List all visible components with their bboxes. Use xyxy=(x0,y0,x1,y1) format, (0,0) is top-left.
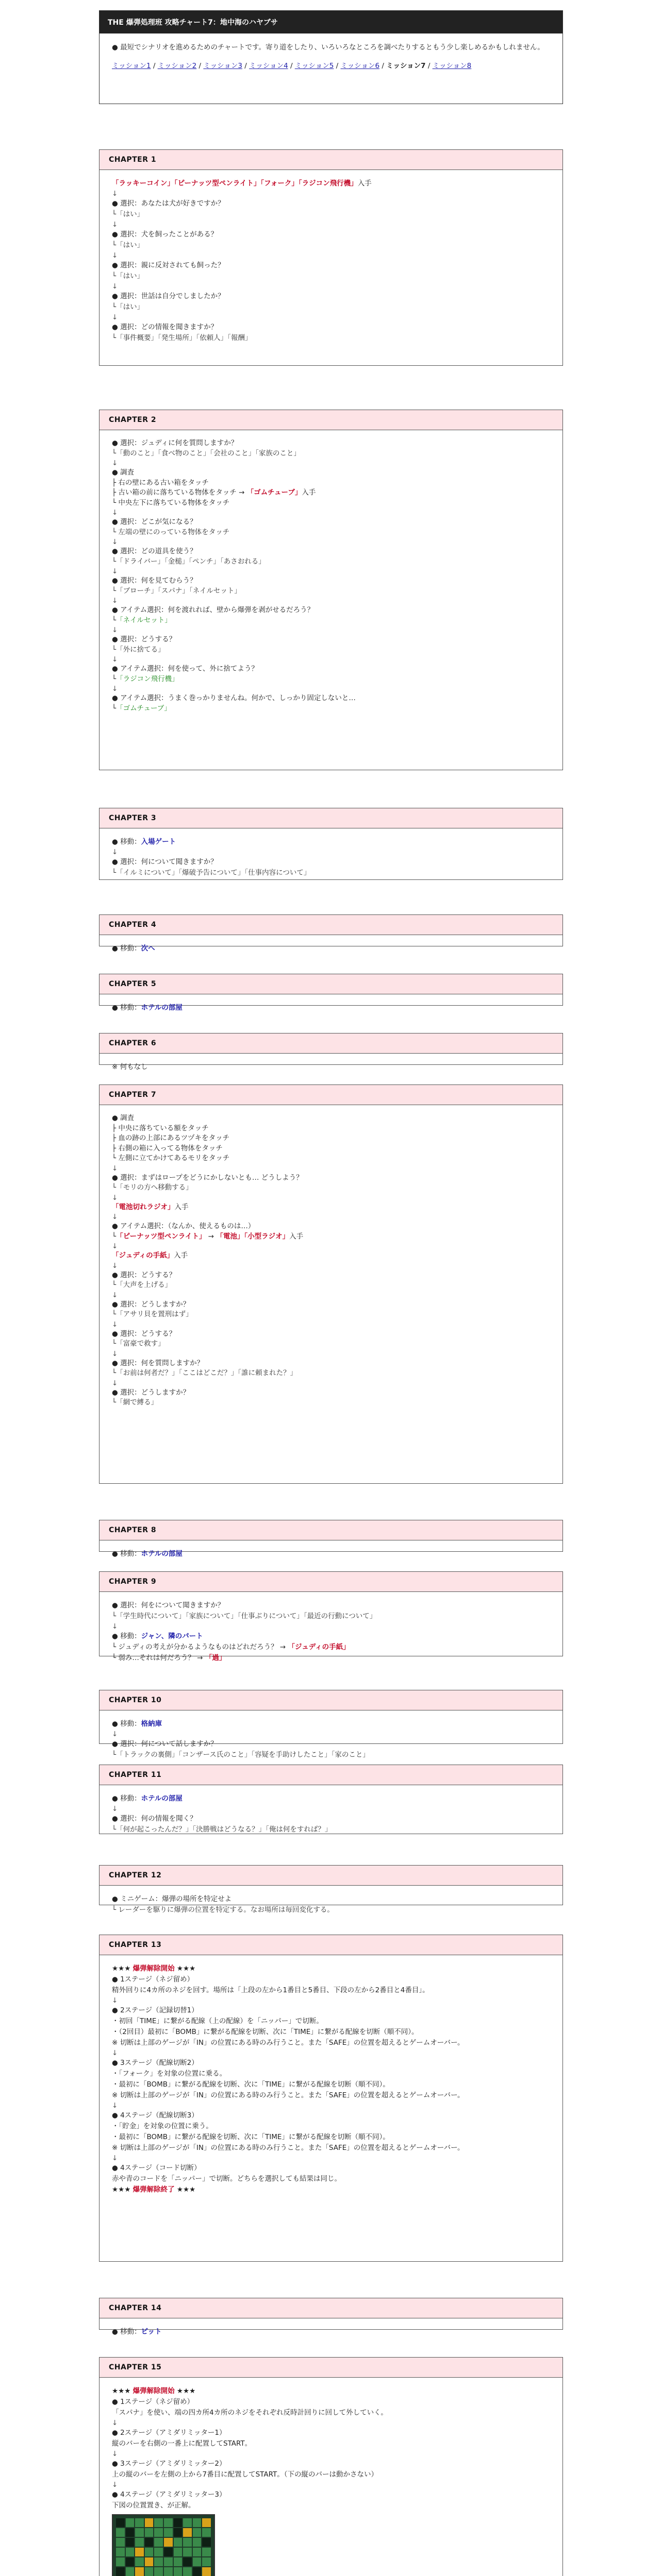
chapter-9-section xyxy=(99,1571,563,1662)
chapter-11-section xyxy=(99,1765,563,1834)
chapter-7-line: └「網で縛る」 xyxy=(112,1398,158,1406)
chapter-13-line: ● 4ステージ（コード切断） xyxy=(112,2164,201,2172)
chapter-heading: CHAPTER 5 xyxy=(100,974,562,994)
chapter-6-line: ※ 何もなし xyxy=(112,1063,148,1071)
chapter-heading: CHAPTER 11 xyxy=(100,1765,562,1785)
title-panel xyxy=(99,10,563,104)
chapter-13-line: ・「貯金」を対象の位置に乗う。 xyxy=(112,2122,213,2130)
chapter-2-line: ● 選択：何を見てむらう？ xyxy=(112,577,197,585)
chapter-2-line: └「ラジコン飛行機」 xyxy=(112,674,179,683)
solution-image xyxy=(112,2514,215,2576)
chapter-3-line: ● 選択：何について聞きますか？ xyxy=(112,858,218,866)
chapter-13-line: ・初回「TIME」に繋がる配線（上の配線）を「ニッパー」で切断。 xyxy=(112,2017,323,2025)
chapter-13-line: ★★★ 爆弾解除終了 ★★★ xyxy=(112,2185,196,2194)
chapter-2-line: ├ 右の壁にある古い箱をタッチ xyxy=(112,478,209,487)
arrow-icon: ↓ xyxy=(112,1242,118,1250)
chapter-7-line: ● アイテム選択：（なんか、使えるものは…） xyxy=(112,1222,255,1230)
chapter-12-section xyxy=(99,1865,563,1914)
chapter-heading: CHAPTER 13 xyxy=(100,1935,562,1955)
chapter-12-line: └ レーダーを駆りに爆弾の位置を特定する。なお場所は毎回変化する。 xyxy=(112,1906,334,1914)
chapter-2-line: ● 選択：どの道具を使う？ xyxy=(112,547,197,555)
chapter-10-line: ● 選択：何について話しますか？ xyxy=(112,1740,218,1748)
arrow-icon: ↓ xyxy=(112,221,118,229)
chapter-13-line: 赤や青のコードを「ニッパー」で切断。どちらを選択しても結果は同じ。 xyxy=(112,2175,341,2183)
mission-link-1[interactable]: ミッション1 xyxy=(112,62,151,70)
chapter-7-line: ● 選択：どうしますか？ xyxy=(112,1388,190,1397)
chapter-13-line: ※ 切断は上部のゲージが「IN」の位置にある時のみ行うこと。また「SAFE」の位置を超えるとゲームオーバー。 xyxy=(112,2039,465,2047)
arrow-icon: ↓ xyxy=(112,848,118,856)
chapter-7-line: └「富豪で救す」 xyxy=(112,1340,165,1348)
chapter-body xyxy=(100,1955,562,2202)
chapter-2-line: ● 調査 xyxy=(112,468,135,477)
chapter-15-line: 上の縦のバーを左側の上から7番目に配置してSTART。（下の縦のバーは動かさない） xyxy=(112,2470,378,2479)
arrow-icon: ↓ xyxy=(112,2154,118,2162)
chapter-body xyxy=(100,1054,562,1080)
chapter-body xyxy=(100,935,562,961)
chapter-7-line: ├ 中央に落ちている額をタッチ xyxy=(112,1124,209,1132)
chapter-10-line: └「トラックの裏側」「コンザース氏のこと」「容疑を手助けしたこと」「家のこと」 xyxy=(112,1751,370,1759)
chapter-2-line: └ 中央左下に落ちている物体をタッチ xyxy=(112,498,230,507)
chapter-9-line: └「学生時代について」「家族について」「仕事ぶりについて」「最近の行動について」 xyxy=(112,1612,377,1620)
chapter-1-line: └「はい」 xyxy=(112,241,144,249)
chapter-body xyxy=(100,170,562,351)
chapter-2-line: └「ゴムチューブ」 xyxy=(112,704,171,713)
chapter-7-line: └「モリの方へ移動する」 xyxy=(112,1183,193,1192)
arrow-icon: ↓ xyxy=(112,2419,118,2427)
arrow-icon: ↓ xyxy=(112,2049,118,2057)
chapter-1-line: 「ラッキーコイン」「ピーナッツ型ペンライト」「フォーク」「ラジコン飛行機」入手 xyxy=(112,179,372,188)
chapter-14-section xyxy=(99,2298,563,2336)
arrow-icon: ↓ xyxy=(112,685,118,693)
chapter-2-line: ● 選択：どうする？ xyxy=(112,635,176,643)
chapter-3-line: ● 移動：入場ゲート xyxy=(112,838,176,846)
chapter-15-line: ● 4ステージ（アミダリミッター3） xyxy=(112,2490,226,2499)
chapter-1-line: └「はい」 xyxy=(112,210,144,218)
chapter-15-line xyxy=(112,2511,550,2576)
chapter-heading: CHAPTER 4 xyxy=(100,915,562,935)
chapter-7-line: └「アサリ貝を置刑はず」 xyxy=(112,1310,193,1318)
chapter-6-section xyxy=(99,1033,563,1071)
chapter-15-line: 縦のバーを右側の一番上に配置してSTART。 xyxy=(112,2439,252,2448)
chapter-body xyxy=(100,2378,562,2576)
chapter-13-line: ● 3ステージ（配線切断2） xyxy=(112,2059,198,2067)
chapter-7-line: └「ピーナッツ型ペンライト」 → 「電池」「小型ラジオ」入手 xyxy=(112,1232,304,1241)
chapter-3-line: └「イルミについて」「爆破予告について」「仕事内容について」 xyxy=(112,869,311,877)
chapter-13-line: ・最初に「BOMB」に繋がる配線を切断、次に「TIME」に繋がる配線を切断（順不同）。 xyxy=(112,2080,390,2089)
chapter-body xyxy=(100,828,562,886)
chapter-8-line: ● 移動：ホテルの部屋 xyxy=(112,1550,183,1558)
mission-link-4[interactable]: ミッション4 xyxy=(249,62,288,70)
arrow-icon: ↓ xyxy=(112,655,118,664)
chapter-13-section xyxy=(99,1935,563,2262)
chapter-body xyxy=(100,1785,562,1842)
arrow-icon: ↓ xyxy=(112,1164,118,1173)
chapter-body xyxy=(100,1710,562,1768)
arrow-icon: ↓ xyxy=(112,1261,118,1270)
chapter-9-line: └ 弱み…それは何だろう？ → 「過」 xyxy=(112,1654,226,1662)
chapter-4-line: ● 移動：次へ xyxy=(112,944,155,953)
arrow-icon: ↓ xyxy=(112,1622,118,1631)
chapter-8-section xyxy=(99,1520,563,1558)
arrow-icon: ↓ xyxy=(112,1320,118,1329)
chapter-11-line: ● 選択：何の情報を聞く？ xyxy=(112,1815,197,1823)
chapter-7-line: ● 選択：何を質問しますか？ xyxy=(112,1359,204,1367)
chapter-15-line: 「スパナ」を使い、端の四カ所4カ所のネジをそれぞれ反時計回りに回して外していく。 xyxy=(112,2409,388,2417)
chapter-heading: CHAPTER 2 xyxy=(100,410,562,430)
mission-link-2[interactable]: ミッション2 xyxy=(157,62,197,70)
chapter-body xyxy=(100,1105,562,1415)
chapter-7-line: └「お前は何者だ？」「ここはどこだ？」「誰に頼まれた？」 xyxy=(112,1369,297,1377)
arrow-icon: ↓ xyxy=(112,1379,118,1387)
chapter-13-line: ● 1ステージ（ネジ留め） xyxy=(112,1975,194,1984)
mission-nav: ミッション1 / ミッション2 / ミッション3 / ミッション4 / ミッション5 / ミッション6 / ミッション7 / ミッション8 xyxy=(112,62,472,70)
intro-text: ● 最短でシナリオを進めるためのチャートです。寄り道をしたり、いろいろなところを調べたりするともう少し楽しめるかもしれません。 xyxy=(112,43,544,52)
chapter-15-line: ★★★ 爆弾解除開始 ★★★ xyxy=(112,2387,196,2395)
chapter-1-section xyxy=(99,149,563,366)
chapter-2-line: └「動のこと」「食べ物のこと」「会社のこと」「家族のこと」 xyxy=(112,449,301,457)
chapter-1-line: ● 選択：あなたは犬が好きですか？ xyxy=(112,199,225,208)
chapter-2-line: ● アイテム選択：うまく巻っかりませんね。何かで、しっかり固定しないと… xyxy=(112,694,356,702)
chapter-heading: CHAPTER 1 xyxy=(100,150,562,170)
chapter-heading: CHAPTER 15 xyxy=(100,2358,562,2378)
chapter-13-line: ● 4ステージ（配線切断3） xyxy=(112,2111,198,2120)
chapter-7-line: ● 選択：どうしますか？ xyxy=(112,1300,190,1309)
arrow-icon: ↓ xyxy=(112,251,118,260)
chapter-13-line: ※ 切断は上部のゲージが「IN」の位置にある時のみ行うこと。また「SAFE」の位置を超えるとゲームオーバー。 xyxy=(112,2091,465,2099)
page-title: THE 爆弾処理班 攻略チャート7：地中海のハヤブサ xyxy=(100,11,562,33)
arrow-icon: ↓ xyxy=(112,1193,118,1202)
arrow-icon: ↓ xyxy=(112,626,118,634)
chapter-13-line: ● 2ステージ（記録切替1） xyxy=(112,2006,198,2014)
arrow-icon: ↓ xyxy=(112,459,118,467)
chapter-1-line: ● 選択：親に反対されても飼った？ xyxy=(112,261,225,269)
chapter-2-line: └「ネイルセット」 xyxy=(112,616,172,624)
chapter-heading: CHAPTER 12 xyxy=(100,1866,562,1886)
mission-link-5[interactable]: ミッション5 xyxy=(294,62,334,70)
mission-link-3[interactable]: ミッション3 xyxy=(203,62,242,70)
chapter-heading: CHAPTER 8 xyxy=(100,1520,562,1540)
chapter-4-section xyxy=(99,914,563,953)
chapter-5-section xyxy=(99,974,563,1012)
chapter-body xyxy=(100,994,562,1021)
chapter-7-line: ├ 血の跡の上部にあるツヅキをタッチ xyxy=(112,1134,230,1142)
chapter-body xyxy=(100,1886,562,1923)
mission-link-6[interactable]: ミッション6 xyxy=(340,62,380,70)
chapter-15-line: 下図の位置置き、が正解。 xyxy=(112,2501,195,2510)
chapter-7-line: ├ 右側の箱に入ってる物体をタッチ xyxy=(112,1144,223,1153)
mission-link-8[interactable]: ミッション8 xyxy=(432,62,472,70)
chapter-13-line: ★★★ 爆弾解除開始 ★★★ xyxy=(112,1964,196,1973)
chapter-2-line: ├ 古い箱の前に落ちている物体をタッチ → 「ゴムチューブ」入手 xyxy=(112,488,316,497)
chapter-14-line: ● 移動：ピット xyxy=(112,2328,162,2336)
chapter-heading: CHAPTER 14 xyxy=(100,2298,562,2318)
chapter-1-line: └「はい」 xyxy=(112,272,144,280)
chapter-7-section xyxy=(99,1084,563,1484)
arrow-icon: ↓ xyxy=(112,282,118,291)
chapter-13-line: 精外回りに4カ所のネジを回す。場所は「上段の左から1番目と5番目、下段の左から2番目と4番目」。 xyxy=(112,1986,429,1994)
chapter-heading: CHAPTER 7 xyxy=(100,1085,562,1105)
arrow-icon: ↓ xyxy=(112,1213,118,1221)
chapter-heading: CHAPTER 6 xyxy=(100,1033,562,1054)
chapter-7-line: 「ジュディの手紙」入手 xyxy=(112,1251,188,1260)
arrow-icon: ↓ xyxy=(112,1805,118,1813)
arrow-icon: ↓ xyxy=(112,2450,118,2458)
chapter-7-line: ● 選択：まずはロープをどうにかしないとも… どうしよう？ xyxy=(112,1173,303,1182)
chapter-body xyxy=(100,2318,562,2345)
arrow-icon: ↓ xyxy=(112,1996,118,2005)
chapter-15-line: ● 2ステージ（アミダリミッター1） xyxy=(112,2429,226,2437)
arrow-icon: ↓ xyxy=(112,190,118,198)
chapter-7-line: ● 選択：どうする？ xyxy=(112,1270,176,1279)
chapter-3-section xyxy=(99,808,563,880)
arrow-icon: ↓ xyxy=(112,2481,118,2489)
mission-link-7: ミッション7 xyxy=(386,62,426,70)
arrow-icon: ↓ xyxy=(112,567,118,575)
arrow-icon: ↓ xyxy=(112,1291,118,1299)
arrow-icon: ↓ xyxy=(112,509,118,517)
chapter-15-line: ● 1ステージ（ネジ留め） xyxy=(112,2398,194,2406)
chapter-2-line: └ 左端の壁にのっている物体をタッチ xyxy=(112,528,230,536)
chapter-15-section xyxy=(99,2357,563,2576)
chapter-heading: CHAPTER 9 xyxy=(100,1572,562,1592)
arrow-icon: ↓ xyxy=(112,1730,118,1738)
chapter-5-line: ● 移動：ホテルの部屋 xyxy=(112,1004,183,1012)
arrow-icon: ↓ xyxy=(112,313,118,321)
chapter-11-line: └「何が起こったんだ？」「決勝戦はどうなる？」「俺は何をすれば？」 xyxy=(112,1825,332,1834)
chapter-13-line: ・「フォーク」を対象の位置に乗る。 xyxy=(112,2070,227,2078)
chapter-13-line: ・最初に「BOMB」に繋がる配線を切断、次に「TIME」に繋がる配線を切断（順不同）。 xyxy=(112,2133,390,2141)
chapter-15-line: ● 3ステージ（アミダリミッター2） xyxy=(112,2460,226,2468)
chapter-1-line: ● 選択：どの情報を聞きますか？ xyxy=(112,323,218,331)
chapter-9-line: ● 移動：ジャン、隣のパート xyxy=(112,1632,203,1640)
chapter-body xyxy=(100,1540,562,1567)
chapter-7-line: 「電池切れラジオ」入手 xyxy=(112,1202,189,1211)
chapter-2-line: └「ドライバー」「金槌」「ペンチ」「あさおれる」 xyxy=(112,557,266,566)
chapter-7-line: ● 選択：どうする？ xyxy=(112,1329,176,1338)
chapter-2-line: └「ブローチ」「スパナ」「ネイルセット」 xyxy=(112,586,241,595)
chapter-10-section xyxy=(99,1690,563,1759)
chapter-13-line: ※ 切断は上部のゲージが「IN」の位置にある時のみ行うこと。また「SAFE」の位置を超えるとゲームオーバー。 xyxy=(112,2144,465,2152)
chapter-7-line: └ 左側に立てかけてあるモリをタッチ xyxy=(112,1154,230,1162)
chapter-2-line: ● 選択：ジュディに何を質問しますか？ xyxy=(112,439,238,447)
chapter-10-line: ● 移動：格納庫 xyxy=(112,1720,162,1728)
chapter-2-line: └「外に捨てる」 xyxy=(112,645,165,654)
chapter-2-line: ● アイテム選択：何を渡れれば、壁から爆弾を剥がせるだろう？ xyxy=(112,606,315,614)
chapter-1-line: ● 選択：世話は自分でしましたか？ xyxy=(112,292,225,300)
chapter-1-line: └「はい」 xyxy=(112,303,144,311)
arrow-icon: ↓ xyxy=(112,597,118,605)
chapter-7-line: └「大声を上げる」 xyxy=(112,1281,172,1289)
chapter-body xyxy=(100,430,562,721)
chapter-13-line: ・（2回目）最初に「BOMB」に繋がる配線を切断、次に「TIME」に繋がる配線を切断（順不同）。 xyxy=(112,2028,419,2036)
chapter-2-section xyxy=(99,410,563,770)
chapter-7-line: ● 調査 xyxy=(112,1114,135,1122)
chapter-11-line: ● 移動：ホテルの部屋 xyxy=(112,1794,183,1803)
arrow-icon: ↓ xyxy=(112,538,118,546)
chapter-heading: CHAPTER 10 xyxy=(100,1690,562,1710)
chapter-1-line: └「事件概要」「発生場所」「依頼人」「報酬」 xyxy=(112,334,252,342)
arrow-icon: ↓ xyxy=(112,2102,118,2110)
chapter-heading: CHAPTER 3 xyxy=(100,808,562,828)
chapter-9-line: ● 選択：何をについて聞きますか？ xyxy=(112,1601,225,1609)
chapter-12-line: ● ミニゲーム：爆弾の場所を特定せよ xyxy=(112,1895,232,1903)
arrow-icon: ↓ xyxy=(112,1349,118,1358)
chapter-body xyxy=(100,1592,562,1671)
chapter-1-line: ● 選択：犬を飼ったことがある？ xyxy=(112,230,218,239)
chapter-2-line: ● アイテム選択：何を使って、外に捨てよう？ xyxy=(112,665,258,673)
chapter-2-line: ● 選択：どこが気になる？ xyxy=(112,518,197,526)
chapter-9-line: └ ジュディの考えが分かるようなものはどれだろう？ → 「ジュディの手紙」 xyxy=(112,1643,350,1651)
